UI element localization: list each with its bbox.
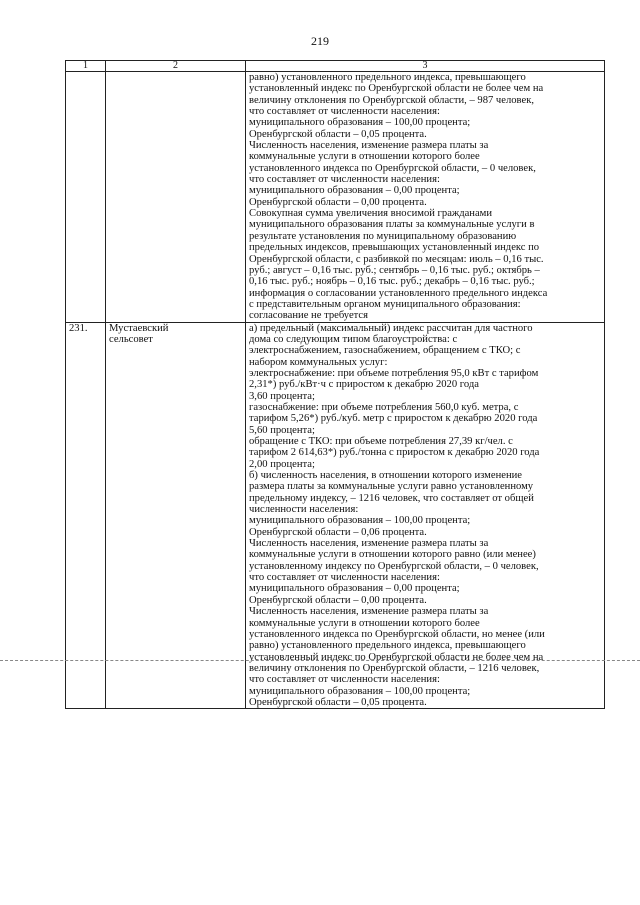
text-line: электроснабжением, газоснабжением, обращением с ТКО; с bbox=[249, 345, 521, 357]
text-line: Численность населения, изменение размера платы за bbox=[249, 140, 489, 152]
text-line: Оренбургской области – 0,05 процента. bbox=[249, 696, 427, 708]
text-line: размера платы за коммунальные услуги равно установленному bbox=[249, 481, 534, 493]
text-line: установленный индекс по Оренбургской области не более чем на bbox=[249, 651, 544, 663]
row-number-cell bbox=[66, 72, 106, 323]
data-table bbox=[65, 60, 605, 709]
header-col-2: 2 bbox=[106, 61, 246, 72]
row-number-cell: 231. bbox=[66, 322, 106, 709]
text-line: 2,31*) руб./кВт·ч с приростом к декабрю 2020 года bbox=[249, 379, 479, 391]
text-line: Совокупная сумма увеличения вносимой гражданами bbox=[249, 208, 493, 220]
text-line: равно) установленного предельного индекса, превышающего bbox=[249, 640, 526, 652]
text-line: величину отклонения по Оренбургской области, – 1216 человек, bbox=[249, 662, 540, 674]
text-line: Оренбургской области – 0,05 процента. bbox=[249, 128, 427, 140]
text-line: что составляет от численности населения: bbox=[249, 106, 440, 118]
text-line: дома со следующим типом благоустройства: с bbox=[249, 333, 458, 345]
text-line: б) численность населения, в отношении которого изменение bbox=[249, 470, 522, 482]
text-line: Оренбургской области – 0,06 процента. bbox=[249, 526, 427, 538]
text-line: муниципального образования – 0,00 процента; bbox=[249, 185, 460, 197]
text-line: что составляет от численности населения: bbox=[249, 674, 440, 686]
text-line: муниципального образования платы за коммунальные услуги в bbox=[249, 219, 535, 231]
text-line: коммунальные услуги в отношении которого более bbox=[249, 151, 480, 163]
text-line: Численность населения, изменение размера платы за bbox=[249, 538, 489, 550]
text-line: муниципального образования – 100,00 процента; bbox=[249, 117, 471, 129]
table-row-231 bbox=[66, 322, 605, 709]
text-line: что составляет от численности населения: bbox=[249, 572, 440, 584]
text-line: установленного индекса по Оренбургской области, – 0 человек, bbox=[249, 162, 536, 174]
text-line: 5,60 процента; bbox=[249, 424, 315, 436]
text-line: муниципального образования – 100,00 процента; bbox=[249, 515, 471, 527]
text-line: тарифом 2 614,63*) руб./тонна с приростом к декабрю 2020 года bbox=[249, 447, 540, 459]
text-line: предельному индексу, – 1216 человек, что составляет от общей bbox=[249, 492, 534, 504]
text-line: Численность населения, изменение размера платы за bbox=[249, 606, 489, 618]
row-text-cell bbox=[246, 72, 605, 323]
text-line: газоснабжение: при объеме потребления 560,0 куб. метра, с bbox=[249, 401, 519, 413]
text-line: численности населения: bbox=[249, 504, 359, 516]
row-name-cell bbox=[106, 72, 246, 323]
text-line: Оренбургской области – 0,00 процента. bbox=[249, 196, 427, 208]
text-line: руб.; август – 0,16 тыс. руб.; сентябрь – 0,16 тыс. руб.; октябрь – bbox=[249, 264, 540, 276]
text-line: 0,16 тыс. руб.; ноябрь – 0,16 тыс. руб.; декабрь – 0,16 тыс. руб.; bbox=[249, 276, 535, 288]
text-line: величину отклонения по Оренбургской области, – 987 человек, bbox=[249, 94, 534, 106]
text-line: коммунальные услуги в отношении которого равно (или менее) bbox=[249, 549, 536, 561]
row-text-cell bbox=[246, 322, 605, 709]
table-header-row bbox=[66, 61, 605, 72]
text-line: установленный индекс по Оренбургской области не более чем на bbox=[249, 83, 544, 95]
text-line: равно) установленного предельного индекса, превышающего bbox=[249, 72, 526, 83]
page-number: 219 bbox=[311, 34, 329, 48]
text-line: предельных индексов, превышающих установленный индекс по bbox=[249, 242, 540, 254]
text-line: сельсовет bbox=[109, 333, 153, 345]
row-name-cell bbox=[106, 322, 246, 709]
table-row-previous bbox=[66, 72, 605, 323]
text-line: а) предельный (максимальный) индекс рассчитан для частного bbox=[249, 322, 533, 334]
text-line: коммунальные услуги в отношении которого более bbox=[249, 617, 480, 629]
text-line: муниципального образования – 0,00 процента; bbox=[249, 583, 460, 595]
text-line: Оренбургской области, с разбивкой по месяцам: июль – 0,16 тыс. bbox=[249, 253, 544, 265]
header-col-1: 1 bbox=[66, 61, 106, 72]
text-line: установленного индекса по Оренбургской области, но менее (или bbox=[249, 628, 545, 640]
text-line: электроснабжение: при объеме потребления 95,0 кВт с тарифом bbox=[249, 367, 539, 379]
text-line: 2,00 процента; bbox=[249, 458, 315, 470]
text-line: информация о согласовании установленного предельного индекса bbox=[249, 287, 548, 299]
text-line: обращение с ТКО: при объеме потребления 27,39 кг/чел. с bbox=[249, 436, 513, 447]
text-line: набором коммунальных услуг: bbox=[249, 356, 388, 368]
text-line: результате установления по муниципальному образованию bbox=[249, 230, 517, 242]
text-line: муниципального образования – 100,00 процента; bbox=[249, 685, 471, 697]
text-line: Мустаевский bbox=[109, 322, 169, 334]
scan-artifact-line bbox=[0, 660, 640, 661]
text-line: Оренбургской области – 0,00 процента. bbox=[249, 594, 427, 606]
text-line: тарифом 5,26*) руб./куб. метр с приростом к декабрю 2020 года bbox=[249, 413, 538, 425]
text-line: согласование не требуется bbox=[249, 310, 369, 322]
text-line: 3,60 процента; bbox=[249, 390, 315, 402]
text-line: установленному индексу по Оренбургской области, – 0 человек, bbox=[249, 560, 539, 572]
text-line: что составляет от численности населения: bbox=[249, 174, 440, 186]
header-col-3: 3 bbox=[246, 61, 605, 72]
text-line: с представительным органом муниципального образования: bbox=[249, 298, 521, 310]
